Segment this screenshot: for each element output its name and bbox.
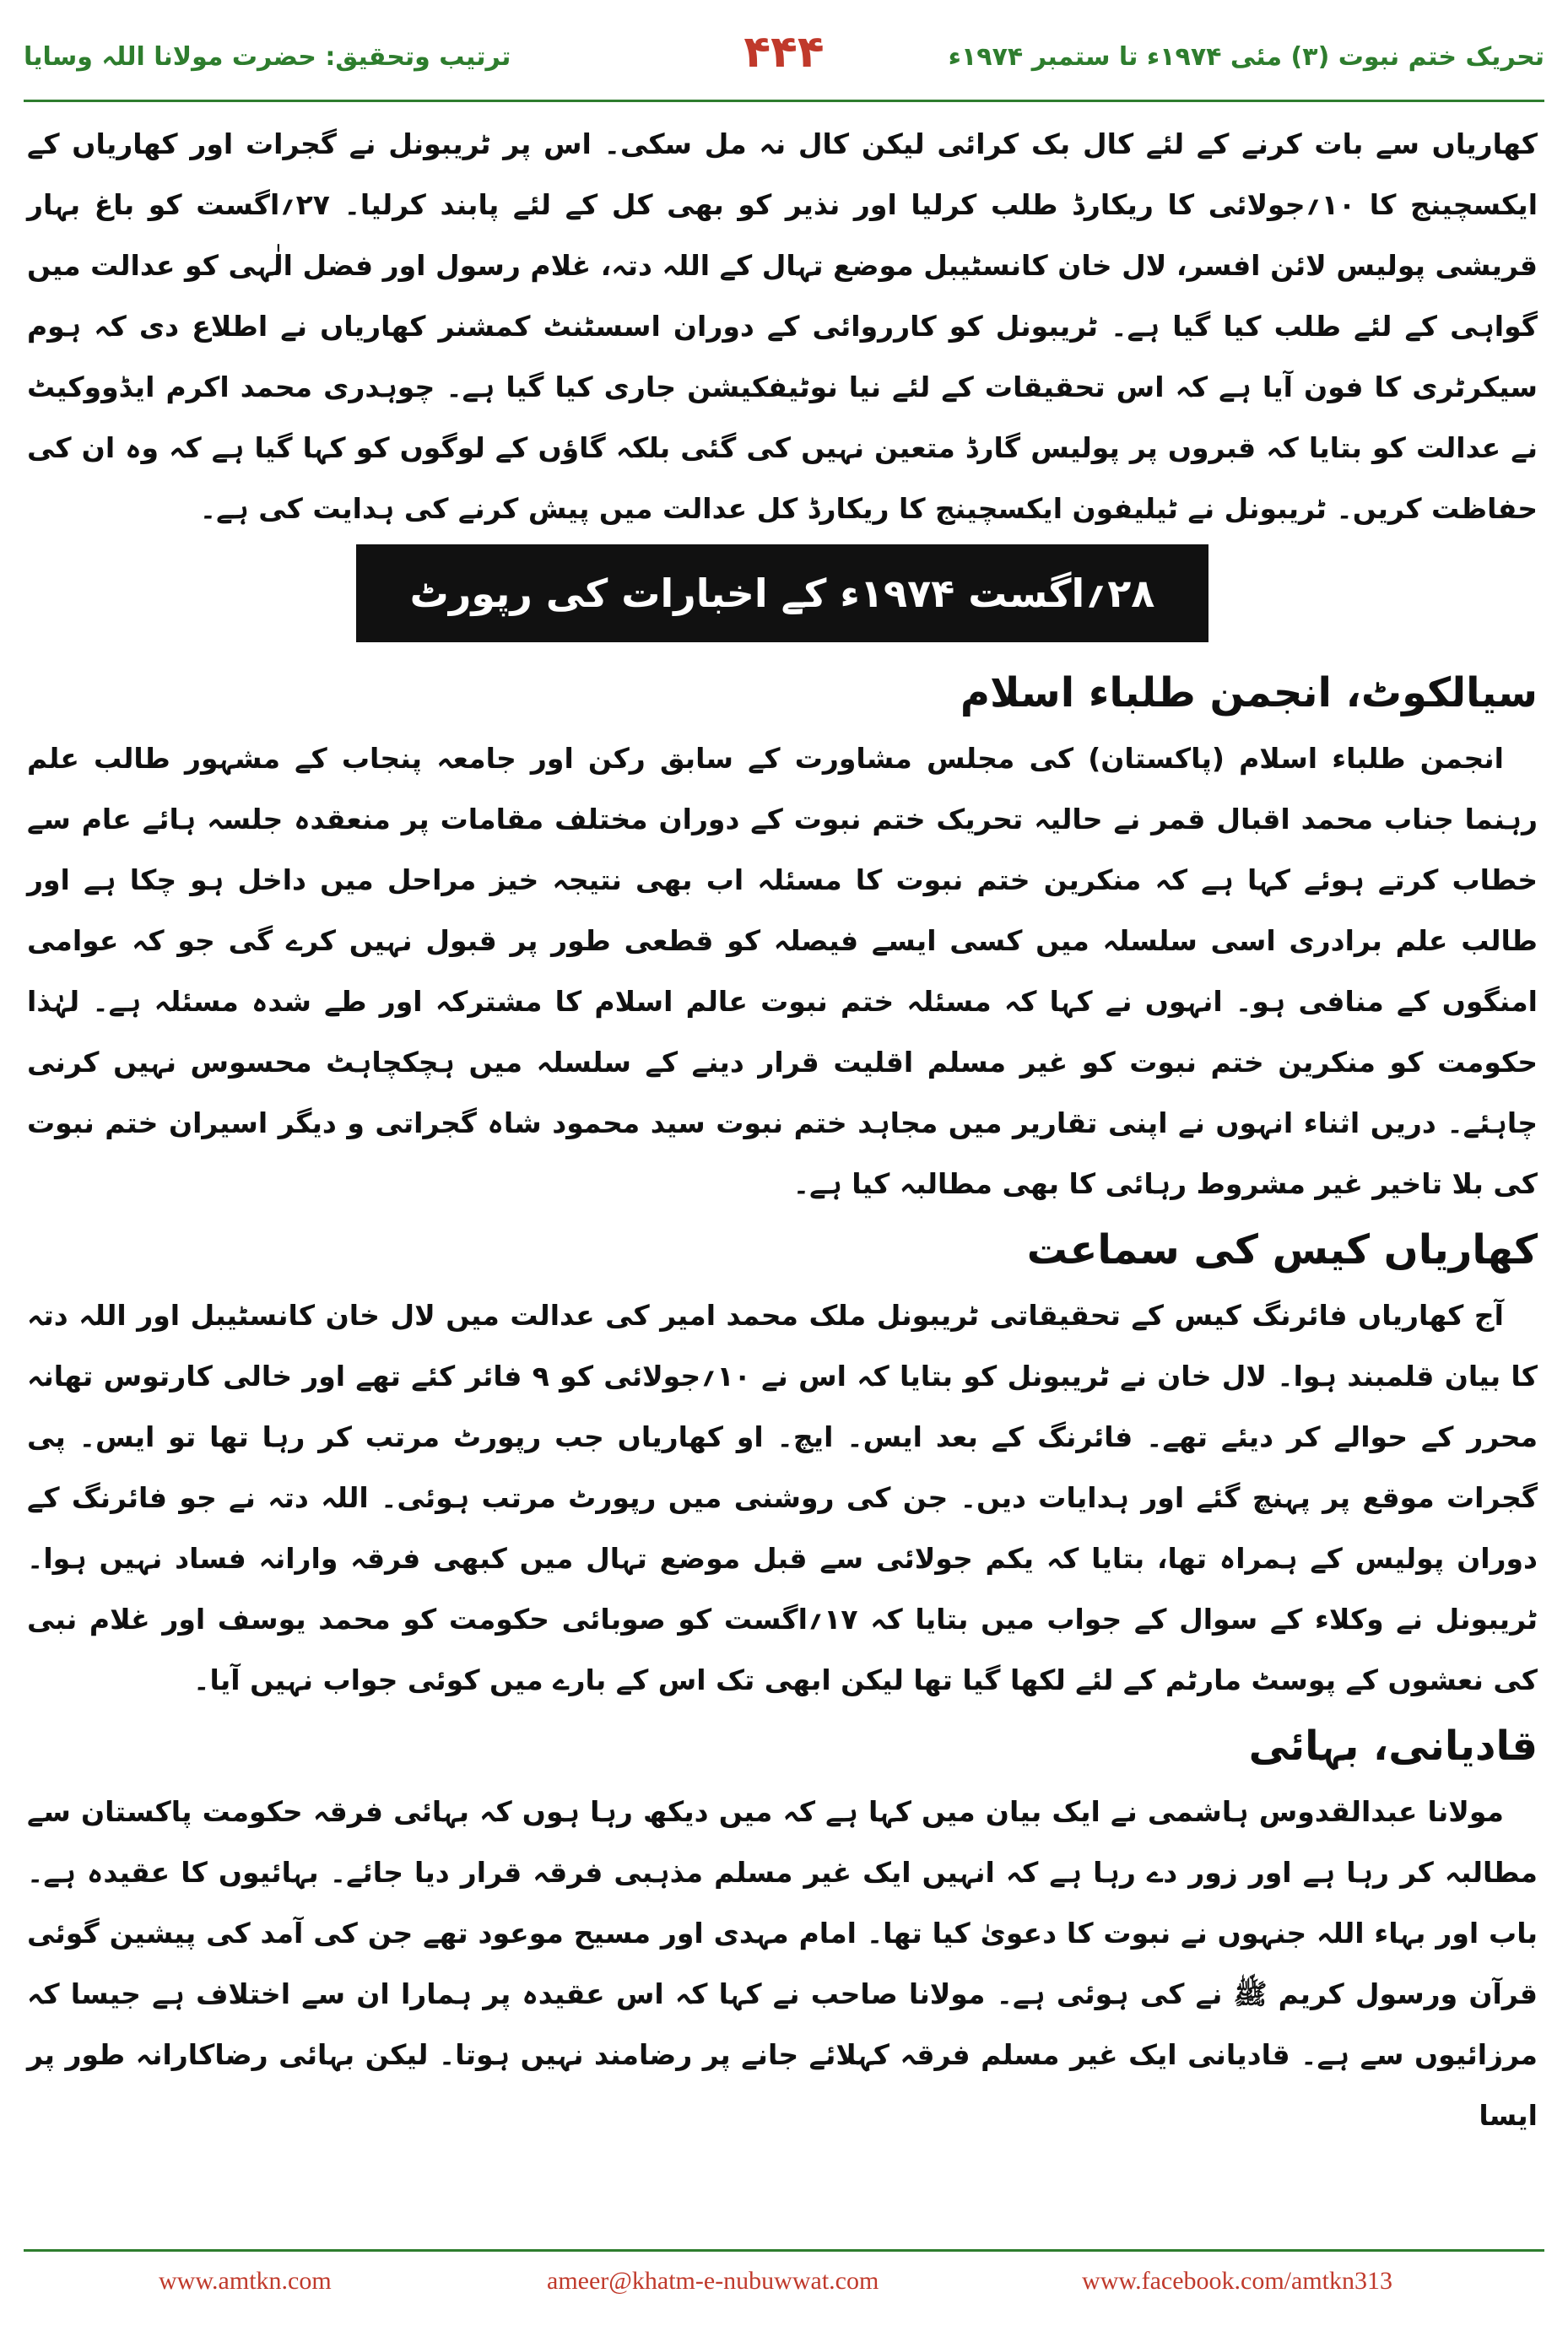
website-link[interactable]: www.amtkn.com <box>159 2267 332 2295</box>
banner-title: ۲۸؍اگست ۱۹۷۴ء کے اخبارات کی رپورٹ <box>409 571 1155 616</box>
footer-divider <box>24 2249 1544 2252</box>
facebook-link[interactable]: www.facebook.com/amtkn313 <box>1082 2267 1392 2295</box>
page-footer <box>24 2260 1544 2311</box>
header-divider <box>24 100 1544 102</box>
section-heading-kharian: کھاریاں کیس کی سماعت <box>1026 1226 1538 1274</box>
section-heading-qadiani: قادیانی، بہائی <box>1248 1723 1538 1770</box>
section-paragraph-qadiani: مولانا عبدالقدوس ہاشمی نے ایک بیان میں کہا ہے کہ میں دیکھ رہا ہوں کہ بہائی فرقہ حکومت پاکستان سے مطالبہ کر رہا ہے اور زور دے رہا ہے کہ انہیں ایک غیر مسلم مذہبی فرقہ قرار دیا جائے۔ بہائیوں کا عقیدہ ہے۔ باب اور بہاء اللہ جنہوں نے نبوت کا دعویٰ کیا تھا۔ امام مہدی اور مسیح موعود تھے جن کی آمد کی پیشین گوئی قرآن ورسول کریم ﷺ نے کی ہوئی ہے۔ مولانا صاحب نے کہا کہ اس عقیدہ پر ہمارا ان سے اختلاف ہے جیسا کہ مرزائیوں سے ہے۔ قادیانی ایک غیر مسلم فرقہ کہلائے جانے پر رضامند نہیں ہوتا۔ لیکن بہائی رضاکارانہ طور پر ایسا <box>27 1795 1538 2132</box>
section-banner <box>356 544 1208 642</box>
page-body <box>27 114 1538 2146</box>
book-title: تحریک ختم نبوت (۳) مئی ۱۹۷۴ء تا ستمبر ۱۹۷۴ء <box>948 42 1544 72</box>
section-paragraph-sialkot: انجمن طلباء اسلام (پاکستان) کی مجلس مشاورت کے سابق رکن اور جامعہ پنجاب کے مشہور طالب علم رہنما جناب محمد اقبال قمر نے حالیہ تحریک ختم نبوت کے دوران مختلف مقامات پر منعقدہ جلسہ ہائے عام سے خطاب کرتے ہوئے کہا ہے کہ منکرین ختم نبوت کا مسئلہ اب بھی نتیجہ خیز مراحل میں داخل ہو چکا ہے اور طالب علم برادری اسی سلسلہ میں کسی ایسے فیصلہ کو قطعی طور پر قبول نہیں کرے گی جو کہ عوامی امنگوں کے منافی ہو۔ انہوں نے کہا کہ مسئلہ ختم نبوت عالم اسلام کا مشترکہ اور طے شدہ مسئلہ ہے۔ لہٰذا حکومت کو منکرین ختم نبوت کو غیر مسلم اقلیت قرار دینے کے سلسلہ میں ہچکچاہٹ محسوس نہیں کرنی چاہئے۔ دریں اثناء انہوں نے اپنی تقاریر میں مجاہد ختم نبوت سید محمود شاہ گجراتی و دیگر اسیران ختم نبوت کی بلا تاخیر غیر مشروط رہائی کا بھی مطالبہ کیا ہے۔ <box>27 742 1538 1200</box>
page-header <box>24 19 1544 103</box>
email-link[interactable]: ameer@khatm-e-nubuwwat.com <box>547 2267 879 2295</box>
section-heading-sialkot: سیالکوٹ، انجمن طلباء اسلام <box>960 669 1538 717</box>
intro-paragraph: کھاریاں سے بات کرنے کے لئے کال بک کرائی لیکن کال نہ مل سکی۔ اس پر ٹریبونل نے گجرات اور کھاریاں کے ایکسچینج کا ۱۰؍جولائی کا ریکارڈ طلب کرلیا اور نذیر کو بھی کل کے لئے پابند کرلیا۔ ۲۷؍اگست کو باغ بہار قریشی پولیس لائن افسر، لال خان کانسٹیبل موضع تہال کے اللہ دتہ، غلام رسول اور فضل الٰہی کو عدالت میں گواہی کے لئے طلب کیا گیا ہے۔ ٹریبونل کو کارروائی کے دوران اسسٹنٹ کمشنر کھاریاں نے اطلاع دی کہ ہوم سیکرٹری کا فون آیا ہے کہ اس تحقیقات کے لئے نیا نوٹیفکیشن جاری کیا گیا ہے۔ چوہدری محمد اکرم ایڈووکیٹ نے عدالت کو بتایا کہ قبروں پر پولیس گارڈ متعین نہیں کی گئی بلکہ گاؤں کے لوگوں کو کہا گیا ہے کہ وہ ان کی حفاظت کریں۔ ٹریبونل نے ٹیلیفون ایکسچینج کا ریکارڈ کل عدالت میں پیش کرنے کی ہدایت کی ہے۔ <box>27 127 1538 525</box>
page-number: ۴۴۴ <box>743 27 825 78</box>
compiler-credit: ترتیب وتحقیق: حضرت مولانا اللہ وسایا <box>24 42 511 72</box>
section-paragraph-kharian: آج کھاریاں فائرنگ کیس کے تحقیقاتی ٹریبونل ملک محمد امیر کی عدالت میں لال خان کانسٹیبل اور اللہ دتہ کا بیان قلمبند ہوا۔ لال خان نے ٹریبونل کو بتایا کہ اس نے ۱۰؍جولائی کو ۹ فائر کئے تھے اور خالی کارتوس تھانہ محرر کے حوالے کر دیئے تھے۔ فائرنگ کے بعد ایس۔ ایچ۔ او کھاریاں جب رپورٹ مرتب کر رہا تھا تو ایس۔ پی گجرات موقع پر پہنچ گئے اور ہدایات دیں۔ جن کی روشنی میں رپورٹ مرتب ہوئی۔ اللہ دتہ نے جو فائرنگ کے دوران پولیس کے ہمراہ تھا، بتایا کہ یکم جولائی سے قبل موضع تہال میں کبھی فرقہ وارانہ فساد نہیں ہوا۔ ٹریبونل نے وکلاء کے سوال کے جواب میں بتایا کہ ۱۷؍اگست کو صوبائی حکومت کو محمد یوسف اور غلام نبی کی نعشوں کے پوسٹ مارٹم کے لئے لکھا گیا تھا لیکن ابھی تک اس کے بارے میں کوئی جواب نہیں آیا۔ <box>27 1299 1538 1696</box>
